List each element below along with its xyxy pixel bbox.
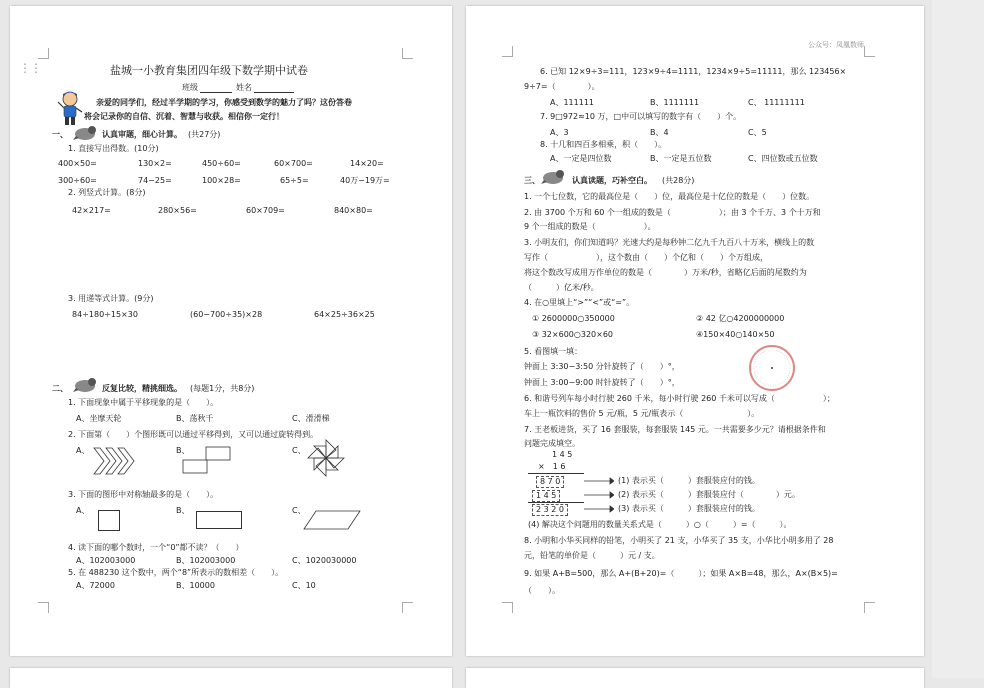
q8-option: C、四位数或五位数 <box>748 154 818 163</box>
f5-line-2: 钟面上 3:00−9:00 时针旋转了（ ）°， <box>524 378 680 387</box>
f7-relation: (4) 解决这个问题用的数量关系式是（ ）○（ ）=（ ）。 <box>528 520 792 529</box>
f4-item: ③ 32×600○320×60 <box>532 330 613 339</box>
parallelogram-figure <box>302 510 362 530</box>
q1-item: 450÷60= <box>202 159 241 168</box>
s2q5-option: B、10000 <box>176 581 215 590</box>
section-1-number: 一、 <box>52 130 68 139</box>
calc-rule <box>528 502 584 503</box>
f4-text: 4. 在○里填上“>”“<”或“=”。 <box>524 298 635 307</box>
chevron-pattern-figure <box>92 446 138 476</box>
calc-rule <box>528 473 584 474</box>
f5-line-1: 钟面上 3:30−3:50 分针旋转了（ ）°， <box>524 362 680 371</box>
q6-text: 6. 已知 12×9÷3=111，123×9÷4=1111，1234×9÷5=11111，那么 123456× <box>540 67 847 76</box>
section-3-score: (共28分) <box>662 176 695 185</box>
q2-item: 60×709= <box>246 206 285 215</box>
s2q3-text: 3. 下面的图形中对称轴最多的是（ ）。 <box>68 490 219 499</box>
f4-item: ② 42 亿○4200000000 <box>696 314 785 323</box>
calc-desc: (1) 表示买（ ）套服装应付的钱。 <box>618 476 760 485</box>
class-blank[interactable] <box>200 92 232 93</box>
s2q4-text: 4. 读下面的哪个数时，一个“0”都不读？（ ） <box>68 543 244 552</box>
margin-mark <box>864 46 875 57</box>
q3-item: 64×25÷36×25 <box>314 310 375 319</box>
q1-item: 300÷60= <box>58 176 97 185</box>
margin-mark <box>38 48 49 59</box>
s2q5-text: 5. 在 488230 这个数中，两个“8”所表示的数相差（ ）。 <box>68 568 284 577</box>
pinwheel-figure <box>306 438 346 478</box>
clock-face-icon <box>748 344 796 392</box>
section-2-number: 二、 <box>52 384 68 393</box>
s2q2-option: A、 <box>76 446 90 455</box>
section-3-title: 认真读题，巧补空白。 <box>572 176 652 185</box>
section-ornament-icon <box>72 376 98 394</box>
f5-text: 5. 看图填一填： <box>524 347 583 356</box>
calc-row: 2 3 2 0 <box>532 504 568 516</box>
page-4-top <box>466 668 924 688</box>
margin-mark <box>502 602 513 613</box>
calc-multiplier: × 1 6 <box>538 462 566 471</box>
f7-text-cont: 问题完成填空。 <box>524 439 580 448</box>
page-2 <box>466 6 924 656</box>
q1-item: 100×28= <box>202 176 241 185</box>
q1-item: 60×700= <box>274 159 313 168</box>
s2q1-text: 1. 下面现象中属于平移现象的是（ ）。 <box>68 398 219 407</box>
f3-text: 3. 小明友们，你们知道吗？光速大约是每秒钟二亿九千九百八十万米，横线上的数 <box>524 238 815 247</box>
q1-item: 400×50= <box>58 159 97 168</box>
window-scroll-area[interactable] <box>932 0 984 678</box>
q1-item: 74−25= <box>138 176 172 185</box>
f8-text-cont: 元，铅笔的单价是（ ）元 / 支。 <box>524 551 660 560</box>
f1-text: 1. 一个七位数，它的最高位是（ ）位，最高位是十亿位的数是（ ）位数。 <box>524 192 815 201</box>
exam-title: 盐城一小教育集团四年级下数学期中试卷 <box>110 64 308 77</box>
q6-text-cont: 9÷7=（ ）。 <box>524 82 600 91</box>
f3-text-cont: 写作（ ），这个数由（ ）个亿和（ ）个万组成， <box>524 253 768 262</box>
margin-mark <box>864 602 875 613</box>
f4-item: ① 2600000○350000 <box>532 314 615 323</box>
page-3-top <box>10 668 452 688</box>
f9-text-cont: （ ）。 <box>524 586 560 595</box>
margin-mark <box>402 48 413 59</box>
margin-mark <box>502 46 513 57</box>
s2q1-option: B、荡秋千 <box>176 414 214 423</box>
q3-title: 3. 用递等式计算。(9分) <box>68 294 154 303</box>
f3-text-cont: （ ）亿米/秒。 <box>524 283 599 292</box>
f4-item: ④150×40○140×50 <box>696 330 775 339</box>
q1-item: 40万−19万= <box>340 176 390 185</box>
q3-item: (60−700÷35)×28 <box>190 310 263 319</box>
section-3-number: 三、 <box>524 176 540 185</box>
section-1-score: (共27分) <box>188 130 221 139</box>
rectangle-figure <box>196 511 242 529</box>
q1-item: 14×20= <box>350 159 384 168</box>
q8-option: A、一定是四位数 <box>550 154 612 163</box>
margin-mark <box>38 602 49 613</box>
q2-item: 280×56= <box>158 206 197 215</box>
section-2-score: (每题1分，共8分) <box>190 384 255 393</box>
section-ornament-icon <box>72 124 98 142</box>
q1-item: 65÷5= <box>280 176 309 185</box>
q6-option: C、 11111111 <box>748 98 805 107</box>
name-blank[interactable] <box>254 92 294 93</box>
s2q2-text: 2. 下面第（ ）个图形既可以通过平移得到，又可以通过旋转得到。 <box>68 430 319 439</box>
s2q2-option: C、 <box>292 446 306 455</box>
calc-top-number: 1 4 5 <box>552 450 573 459</box>
s2q3-option: C、 <box>292 506 306 515</box>
student-mascot-icon <box>56 90 84 126</box>
calc-desc: (3) 表示买（ ）套服装应付的钱。 <box>618 504 760 513</box>
section-1-title: 认真审题，细心计算。 <box>102 130 182 139</box>
s2q3-option: B、 <box>176 506 190 515</box>
s2q3-option: A、 <box>76 506 90 515</box>
q2-item: 42×217= <box>72 206 111 215</box>
s2q5-option: C、10 <box>292 581 316 590</box>
f6-text-cont: 车上一瓶饮料的售价 5 元/瓶，5 元/瓶表示（ ）。 <box>524 409 760 418</box>
class-label: 班级 <box>182 83 198 92</box>
q2-item: 840×80= <box>334 206 373 215</box>
s2q4-option: A、102003000 <box>76 556 136 565</box>
f7-text: 7. 王老板进货，买了 16 套服装，每套服装 145 元。一共需要多少元？请根据条件和 <box>524 425 826 434</box>
q8-text: 8. 十几和四百多相乘，积（ ）。 <box>540 140 667 149</box>
q6-option: B、1111111 <box>650 98 700 107</box>
calc-desc: (2) 表示买（ ）套服装应付（ ）元。 <box>618 490 800 499</box>
q8-option: B、一定是五位数 <box>650 154 712 163</box>
s2q1-option: A、坐摩天轮 <box>76 414 122 423</box>
f8-text: 8. 小明和小华买同样的铅笔，小明买了 21 支，小华买了 35 支，小华比小明多用了 28 <box>524 536 834 545</box>
f2-text-cont: 9 个一组成的数是（ ）。 <box>524 222 656 231</box>
s2q2-option: B、 <box>176 446 190 455</box>
q2-title: 2. 列竖式计算。(8分) <box>68 188 146 197</box>
calc-row: 1 4 5 <box>532 490 560 502</box>
watermark-text: 公众号：凤凰数师 <box>808 41 864 49</box>
f3-text-cont: 将这个数改写成用万作单位的数是（ ）万米/秒，省略亿后面的尾数约为 <box>524 268 807 277</box>
margin-mark <box>402 602 413 613</box>
s2q5-option: A、72000 <box>76 581 115 590</box>
f2-text: 2. 由 3700 个万和 60 个一组成的数是（ ）；由 3 个千万、3 个十万和 <box>524 208 821 217</box>
f9-text: 9. 如果 A+B=500，那么 A+(B+20)=（ ）；如果 A×B=48，那么，A×(B×5)= <box>524 569 838 578</box>
intro-line-1: 亲爱的同学们，经过半学期的学习，你感受到数学的魅力了吗？这份答卷 <box>96 98 352 107</box>
page-1 <box>10 6 452 656</box>
drag-handle-icon[interactable]: ⋮⋮ <box>19 61 41 75</box>
s2q4-option: B、102003000 <box>176 556 236 565</box>
step-squares-figure <box>182 446 234 474</box>
q7-option: C、5 <box>748 128 767 137</box>
q7-option: A、3 <box>550 128 569 137</box>
f6-text: 6. 和谐号列车每小时行驶 260 千米，每小时行驶 260 千米可以写成（ ）； <box>524 394 835 403</box>
section-2-title: 反复比较，精挑细选。 <box>102 384 182 393</box>
q6-option: A、111111 <box>550 98 595 107</box>
s2q1-option: C、滑滑梯 <box>292 414 330 423</box>
name-label: 姓名 <box>236 83 252 92</box>
calc-row: 8 7 0 <box>536 476 564 488</box>
q7-text: 7. 9□972≈10 万，□中可以填写的数字有（ ）个。 <box>540 112 742 121</box>
q3-item: 84÷180÷15×30 <box>72 310 138 319</box>
s2q4-option: C、1020030000 <box>292 556 357 565</box>
arrow-icons <box>584 474 614 516</box>
intro-line-2: 将会记录你的自信、沉着、智慧与收获。相信你一定行！ <box>84 112 284 121</box>
square-figure <box>98 510 120 531</box>
q1-item: 130×2= <box>138 159 172 168</box>
q7-option: B、4 <box>650 128 669 137</box>
section-ornament-icon <box>540 168 566 186</box>
q1-title: 1. 直接写出得数。(10分) <box>68 144 159 153</box>
